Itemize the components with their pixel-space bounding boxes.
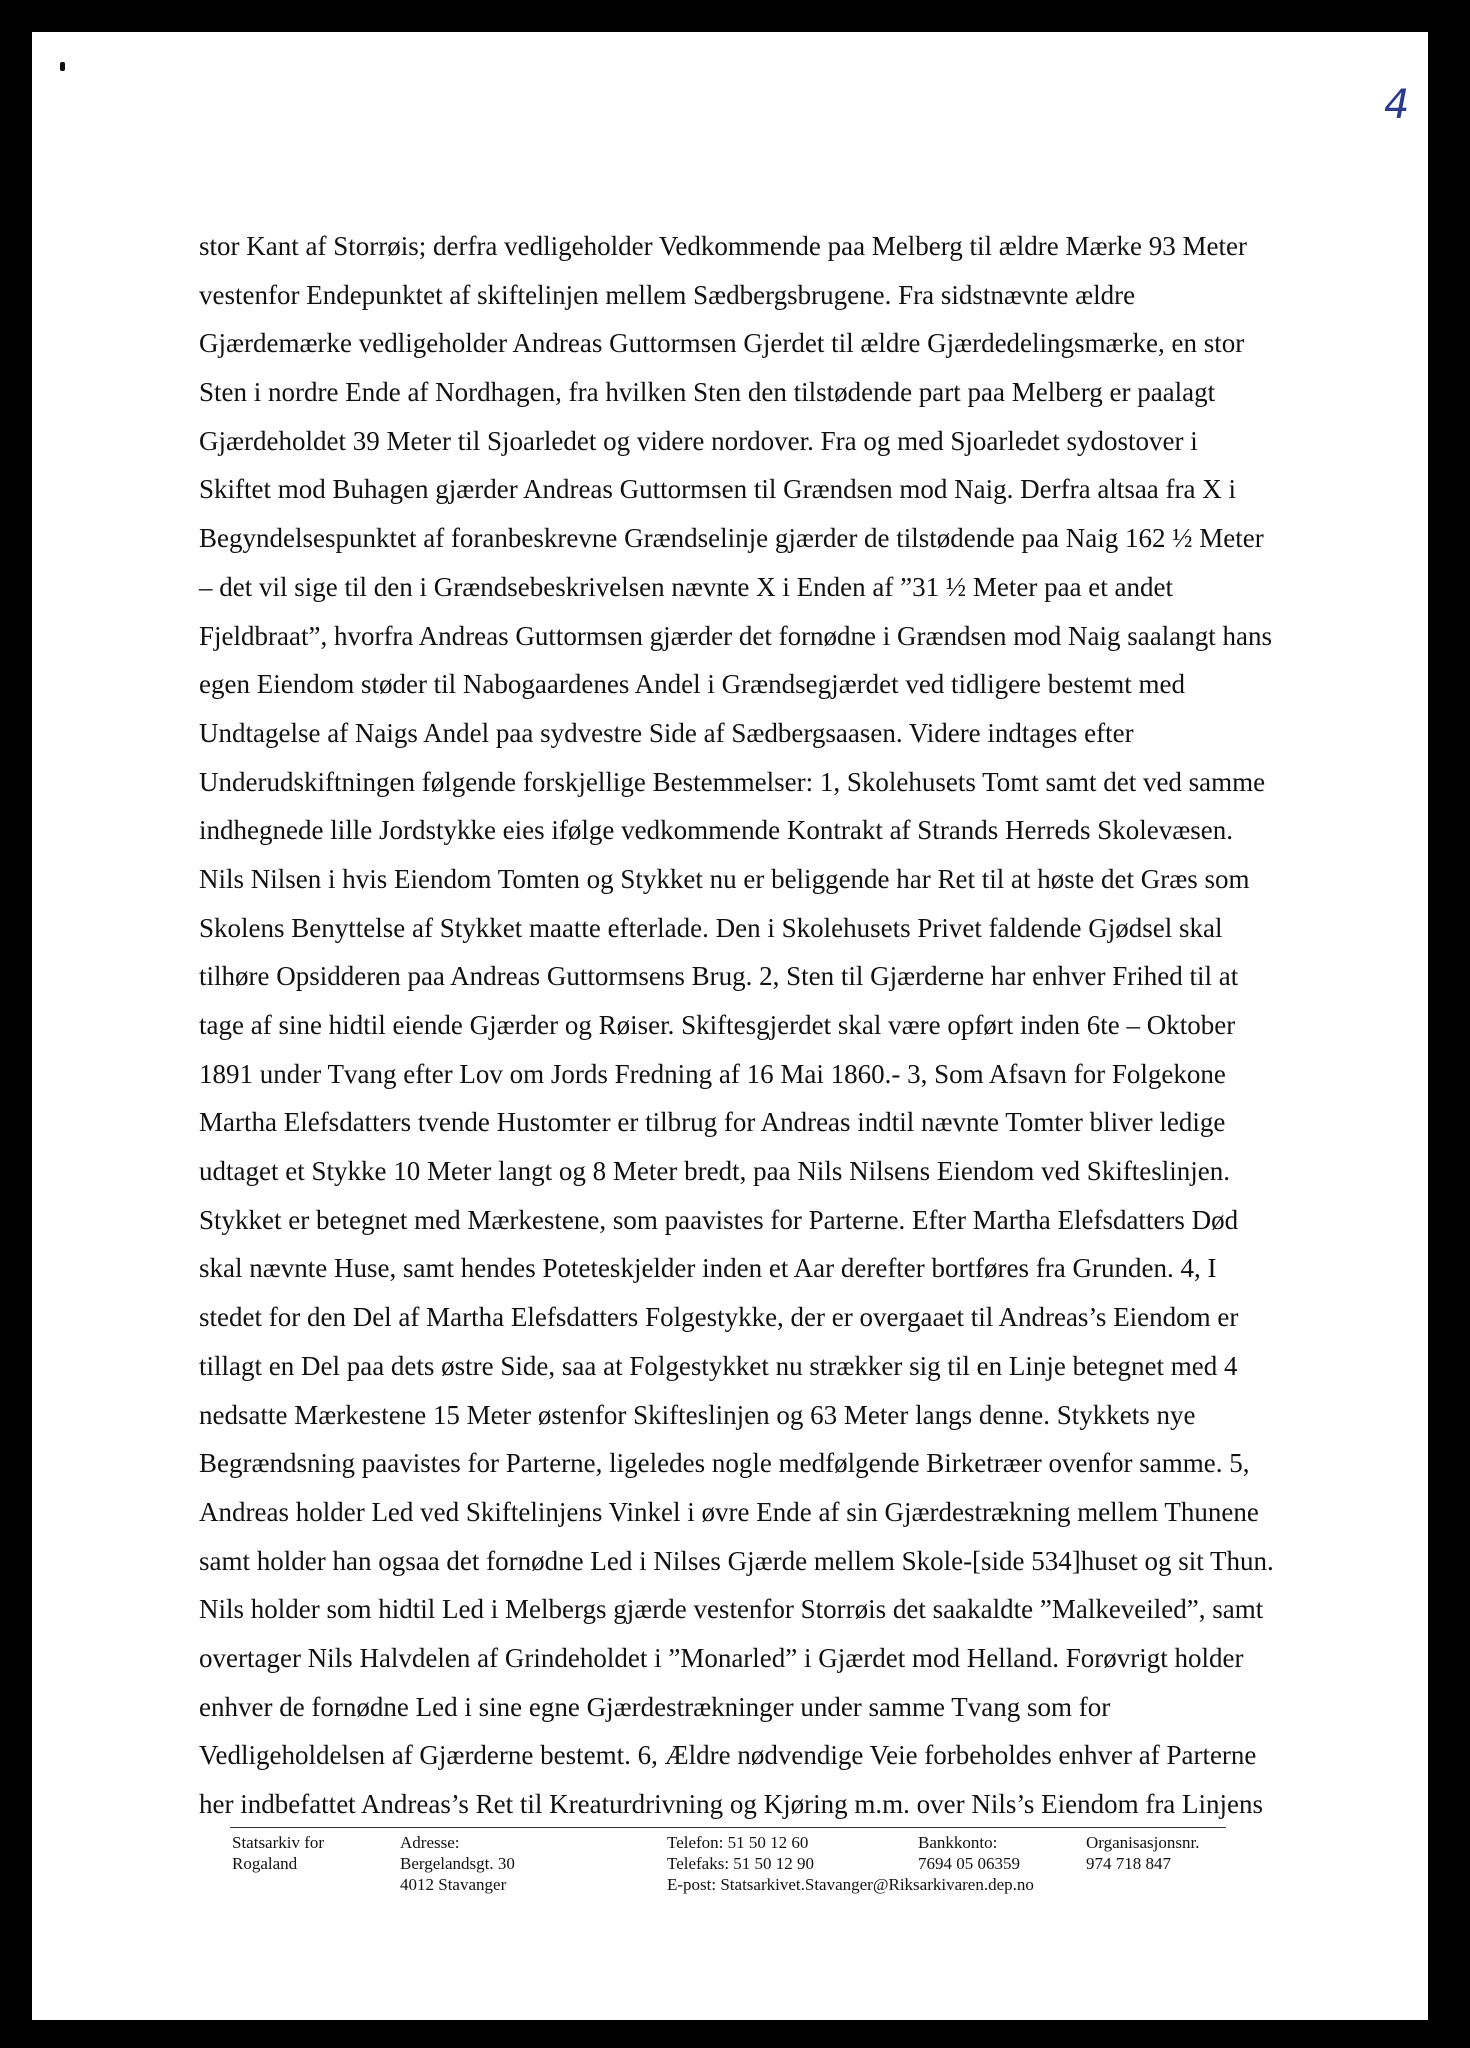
scan-mark [60,62,65,71]
text-line: skal nævnte Huse, samt hendes Poteteskjelder inden et Aar derefter bortføres fra Grunden. 4, I [199,1253,1217,1284]
body-text [199,222,1329,1829]
text-line: Undtagelse af Naigs Andel paa sydvestre Side af Sædbergsaasen. Videre indtages efter [199,717,1134,748]
text-line: Begrændsning paavistes for Parterne, ligeledes nogle medfølgende Birketræer ovenfor samme. 5, [199,1448,1250,1479]
text-line: indhegnede lille Jordstykke eies ifølge vedkommende Kontrakt af Strands Herreds Skolevæsen. [199,815,1234,846]
text-line: Begyndelsespunktet af foranbeskrevne Grændselinje gjærder de tilstødende paa Naig 162 ½ Meter [199,523,1264,554]
text-line: Sten i nordre Ende af Nordhagen, fra hvilken Sten den tilstødende part paa Melberg er paalagt [199,377,1216,408]
footer-text: Organisasjonsnr. [1086,1833,1200,1852]
text-line: Fjeldbraat”, hvorfra Andreas Guttormsen gjærder det fornødne i Grændsen mod Naig saalangt hans [199,620,1272,651]
text-line: Underudskiftningen følgende forskjellige Bestemmelser: 1, Skolehusets Tomt samt det ved samme [199,766,1266,797]
footer-address [400,1832,515,1895]
text-line: tillagt en Del paa dets østre Side, saa at Folgestykket nu strækker sig til en Linje betegnet med 4 [199,1350,1238,1381]
text-line: stedet for den Del af Martha Elefsdatters Folgestykke, der er overgaaet til Andreas’s Eiendom er [199,1302,1239,1333]
text-line: enhver de fornødne Led i sine egne Gjærdestrækninger under samme Tvang som for [199,1691,1111,1722]
text-line: tage af sine hidtil eiende Gjærder og Røiser. Skiftesgjerdet skal være opført inden 6te – Oktober [199,1010,1236,1040]
footer-text: 4012 Stavanger [400,1875,507,1894]
text-line: udtaget et Stykke 10 Meter langt og 8 Meter bredt, paa Nils Nilsens Eiendom ved Skifteslinjen. [199,1156,1231,1187]
text-line: nedsatte Mærkestene 15 Meter østenfor Skifteslinjen og 63 Meter langs denne. Stykkets nye [199,1399,1196,1430]
footer-bank [918,1832,1020,1874]
text-line: Skiftet mod Buhagen gjærder Andreas Guttormsen til Grændsen mod Naig. Derfra altsaa fra X i [199,474,1237,505]
document-page [32,32,1428,2020]
text-line: Gjærdemærke vedligeholder Andreas Guttormsen Gjerdet til ældre Gjærdedelingsmærke, en stor [199,328,1245,359]
text-line: egen Eiendom støder til Nabogaardenes Andel i Grændsegjærdet ved tidligere bestemt med [199,669,1185,700]
footer-org [1086,1832,1200,1874]
text-line: tilhøre Opsidderen paa Andreas Guttormsens Brug. 2, Sten til Gjærderne har enhver Frihed til at [199,961,1239,992]
footer-text: Rogaland [232,1854,298,1873]
text-line: stor Kant af Storrøis; derfra vedligeholder Vedkommende paa Melberg til ældre Mærke 93 Meter [199,231,1247,261]
text-line: Gjærdeholdet 39 Meter til Sjoarledet og videre nordover. Fra og med Sjoarledet sydostover i [199,425,1198,456]
text-line: Martha Elefsdatters tvende Hustomter er tilbrug for Andreas indtil nævnte Tomter bliver ledige [199,1107,1226,1138]
text-line: Stykket er betegnet med Mærkestene, som paavistes for Parterne. Efter Martha Elefsdatters Død [199,1204,1239,1235]
footer-text: Statsarkiv for [232,1833,325,1852]
footer-text: Bergelandsgt. 30 [400,1854,515,1873]
text-line: her indbefattet Andreas’s Ret til Kreaturdrivning og Kjøring m.m. over Nils’s Eiendom fra Linjens [199,1789,1264,1819]
text-line: Andreas holder Led ved Skiftelinjens Vinkel i øvre Ende af sin Gjærdestrækning mellem Thunene [199,1496,1259,1527]
footer-text: Adresse: [400,1833,460,1852]
text-line: – det vil sige til den i Grændsebeskrivelsen nævnte X i Enden af ”31 ½ Meter paa et andet [199,571,1173,602]
text-line: Nils holder som hidtil Led i Melbergs gjærde vestenfor Storrøis det saakaldte ”Malkeveiled”, samt [199,1594,1264,1625]
footer-email[interactable]: E-post: Statsarkivet.Stavanger@Riksarkivaren.dep.no [667,1875,1034,1894]
footer-text: Telefon: 51 50 12 60 [667,1833,809,1852]
footer-institution [232,1832,324,1874]
text-line: Skolens Benyttelse af Stykket maatte efterlade. Den i Skolehusets Privet faldende Gjødsel skal [199,912,1223,943]
text-line: overtager Nils Halvdelen af Grindeholdet i ”Monarled” i Gjærdet mod Helland. Forøvrigt holder [199,1642,1244,1673]
footer-divider [230,1827,1226,1828]
text-line: Nils Nilsen i hvis Eiendom Tomten og Stykket nu er beliggende har Ret til at høste det Græs som [199,863,1250,894]
text-line: 1891 under Tvang efter Lov om Jords Fredning af 16 Mai 1860.- 3, Som Afsavn for Folgekone [199,1058,1226,1089]
footer-text: Bankkonto: [918,1833,998,1852]
page-number: 4 [1384,82,1410,128]
footer-text: 974 718 847 [1086,1854,1171,1873]
text-line: samt holder han ogsaa det fornødne Led i Nilses Gjærde mellem Skole-[side 534]huset og sit Thun. [199,1545,1274,1576]
footer-text: Telefaks: 51 50 12 90 [667,1854,815,1873]
footer-text: 7694 05 06359 [918,1854,1020,1873]
text-line: vestenfor Endepunktet af skiftelinjen mellem Sædbergsbrugene. Fra sidstnævnte ældre [199,279,1136,310]
text-line: Vedligeholdelsen af Gjærderne bestemt. 6, Ældre nødvendige Veie forbeholdes enhver af Parterne [199,1740,1257,1771]
